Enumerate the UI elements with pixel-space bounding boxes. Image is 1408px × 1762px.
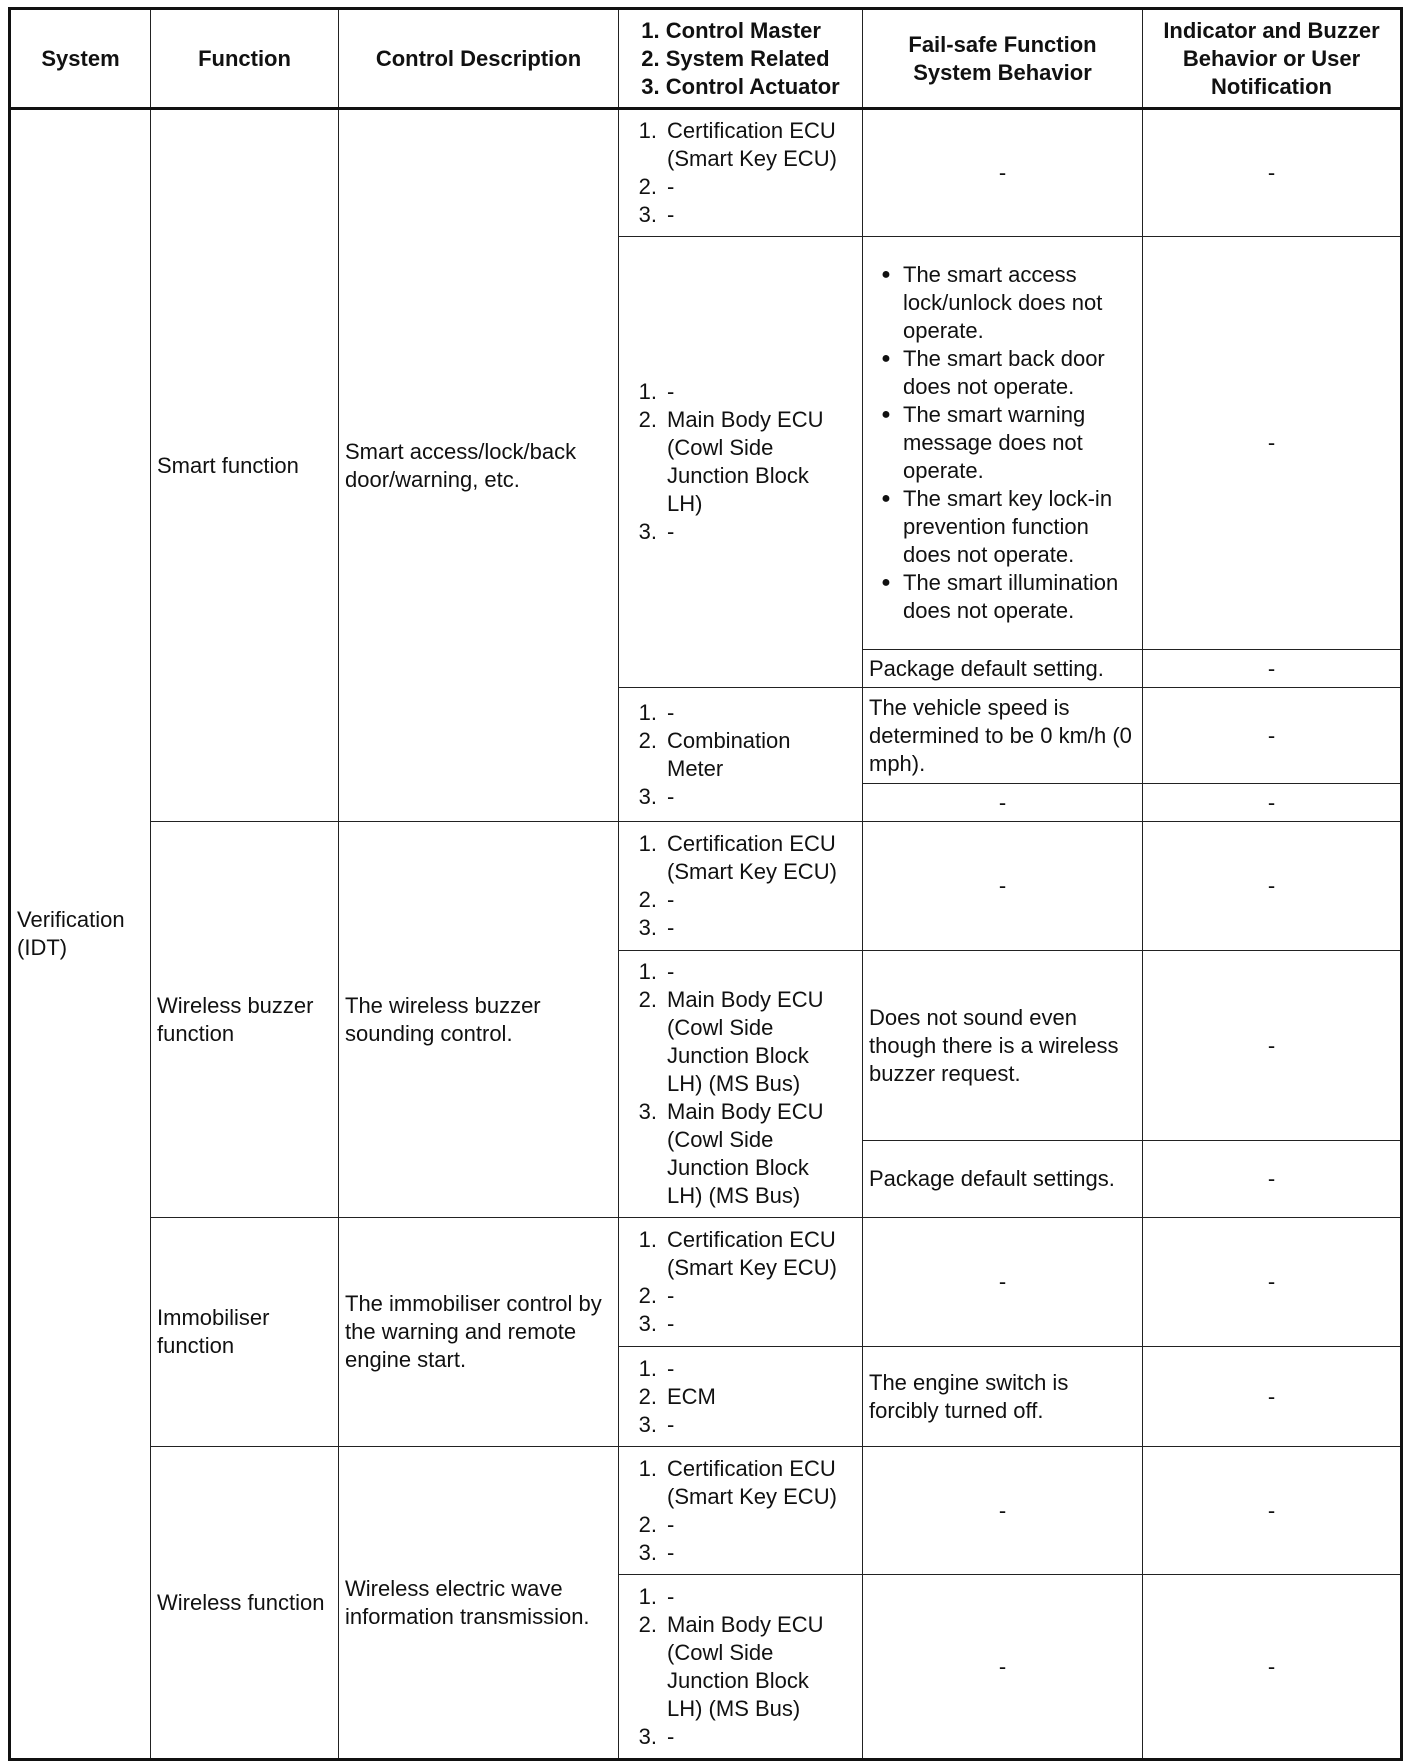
control-master: Certification ECU (Smart Key ECU): [667, 1455, 837, 1509]
item-number: 1.: [638, 1583, 657, 1609]
item-number: 2.: [638, 1611, 657, 1637]
control-actuator: -: [667, 783, 675, 809]
system-related: -: [667, 1283, 675, 1308]
item-number: 2.: [638, 174, 657, 199]
failsafe-cell: -: [863, 784, 1143, 822]
bullet-icon: ●: [881, 574, 891, 591]
header-indicator-line: Indicator and Buzzer: [1163, 17, 1380, 43]
failsafe-cell: Does not sound even though there is a wireless buzzer request.: [863, 951, 1143, 1141]
control-cell: [619, 237, 863, 688]
failsafe-cell: Package default settings.: [863, 1141, 1143, 1218]
item-number: 1.: [638, 959, 657, 984]
control-actuator: -: [667, 915, 675, 940]
indicator-cell: -: [1143, 237, 1402, 650]
header-failsafe-line: Fail-safe Function: [908, 31, 1097, 57]
table-row: [10, 1218, 1402, 1347]
system-related: Combination Meter: [667, 727, 791, 781]
system-cell: Verification (IDT): [10, 109, 151, 1760]
control-cell: [619, 688, 863, 822]
item-number: 3.: [638, 783, 657, 809]
header-system: System: [10, 9, 151, 109]
bullet-icon: ●: [881, 266, 891, 283]
bullet-icon: ●: [881, 490, 891, 507]
header-row: [10, 9, 1402, 109]
control-actuator: -: [667, 1311, 675, 1336]
control-cell: [619, 1447, 863, 1575]
item-number: 3.: [638, 202, 657, 227]
indicator-cell: -: [1143, 1447, 1402, 1575]
system-related: Main Body ECU (Cowl Side Junction Block LH): [667, 407, 824, 516]
item-number: 2.: [638, 727, 657, 753]
indicator-cell: -: [1143, 1575, 1402, 1760]
indicator-cell: -: [1143, 1141, 1402, 1218]
failsafe-cell: [863, 237, 1143, 650]
system-related: -: [667, 1511, 675, 1537]
indicator-cell: -: [1143, 822, 1402, 951]
item-number: 3.: [638, 519, 657, 544]
control-cell: [619, 1218, 863, 1347]
control-master: -: [667, 1355, 675, 1381]
failsafe-cell: The engine switch is forcibly turned off.: [863, 1347, 1143, 1447]
system-related: Main Body ECU (Cowl Side Junction Block LH) (MS Bus): [667, 1611, 824, 1721]
control-cell: [619, 951, 863, 1218]
item-number: 1.: [638, 699, 657, 725]
item-number: 3.: [638, 1311, 657, 1336]
header-control-description: Control Description: [339, 9, 619, 109]
failsafe-cell: The vehicle speed is determined to be 0 km/h (0 mph).: [863, 688, 1143, 784]
indicator-cell: -: [1143, 1218, 1402, 1347]
control-master: -: [667, 959, 675, 984]
header-control-line: 2. System Related: [641, 45, 830, 71]
control-cell: [619, 109, 863, 237]
failsafe-cell: Package default setting.: [863, 650, 1143, 688]
control-cell: [619, 822, 863, 951]
bullet-icon: ●: [881, 350, 891, 367]
item-number: 2.: [638, 1283, 657, 1308]
failsafe-bullet: The smart back door does not operate.: [903, 346, 1105, 399]
header-indicator-line: Behavior or User: [1182, 45, 1361, 71]
function-cell: Wireless buzzer function: [151, 822, 339, 1218]
failsafe-bullet: The smart illumination does not operate.: [903, 570, 1119, 623]
indicator-cell: -: [1143, 109, 1402, 237]
failsafe-bullet: The smart key lock-in prevention function does not operate.: [903, 486, 1113, 567]
indicator-cell: -: [1143, 650, 1402, 688]
control-master: Certification ECU (Smart Key ECU): [667, 1227, 837, 1280]
system-related: -: [667, 887, 675, 912]
function-cell: Immobiliser function: [151, 1218, 339, 1447]
failsafe-cell: -: [863, 1218, 1143, 1347]
item-number: 1.: [638, 1355, 657, 1381]
control-master: -: [667, 379, 675, 404]
item-number: 2.: [638, 987, 657, 1012]
function-cell: Smart function: [151, 109, 339, 822]
indicator-cell: -: [1143, 784, 1402, 822]
description-cell: Wireless electric wave information transmission.: [339, 1447, 619, 1760]
item-number: 2.: [638, 1383, 657, 1409]
control-master: -: [667, 1583, 675, 1609]
header-failsafe: [863, 9, 1143, 109]
item-number: 1.: [638, 1455, 657, 1481]
failsafe-cell: -: [863, 1447, 1143, 1575]
table-row: [10, 109, 1402, 237]
control-master: Certification ECU (Smart Key ECU): [667, 831, 837, 884]
control-cell: [619, 1575, 863, 1760]
table-wrapper: [8, 7, 1400, 1755]
item-number: 3.: [638, 1411, 657, 1437]
header-indicator: [1143, 9, 1402, 109]
control-master: Certification ECU (Smart Key ECU): [667, 118, 837, 171]
item-number: 1.: [638, 1227, 657, 1252]
indicator-cell: -: [1143, 951, 1402, 1141]
control-actuator: -: [667, 202, 675, 227]
failsafe-cell: -: [863, 109, 1143, 237]
system-related: ECM: [667, 1383, 716, 1409]
failsafe-cell: -: [863, 1575, 1143, 1760]
header-control-line: 1. Control Master: [641, 17, 821, 43]
description-cell: The wireless buzzer sounding control.: [339, 822, 619, 1218]
header-control-line: 3. Control Actuator: [641, 73, 840, 99]
item-number: 2.: [638, 887, 657, 912]
header-function: Function: [151, 9, 339, 109]
description-cell: The immobiliser control by the warning and remote engine start.: [339, 1218, 619, 1447]
control-actuator: -: [667, 519, 675, 544]
item-number: 2.: [638, 407, 657, 432]
table-row: [10, 822, 1402, 951]
indicator-cell: -: [1143, 688, 1402, 784]
bullet-icon: ●: [881, 406, 891, 423]
item-number: 3.: [638, 1099, 657, 1124]
system-related: Main Body ECU (Cowl Side Junction Block LH) (MS Bus): [667, 987, 824, 1096]
control-actuator: Main Body ECU (Cowl Side Junction Block LH) (MS Bus): [667, 1099, 824, 1208]
control-actuator: -: [667, 1723, 675, 1749]
system-related: -: [667, 174, 675, 199]
table-row: [10, 1447, 1402, 1575]
item-number: 1.: [638, 831, 657, 856]
header-indicator-line: Notification: [1211, 73, 1332, 99]
failsafe-cell: -: [863, 822, 1143, 951]
control-master: -: [667, 699, 675, 725]
item-number: 3.: [638, 915, 657, 940]
item-number: 3.: [638, 1723, 657, 1749]
item-number: 1.: [638, 118, 657, 143]
control-cell: [619, 1347, 863, 1447]
control-actuator: -: [667, 1411, 675, 1437]
header-control: [619, 9, 863, 109]
failsafe-bullet: The smart warning message does not operate.: [903, 402, 1086, 483]
indicator-cell: -: [1143, 1347, 1402, 1447]
header-failsafe-line: System Behavior: [913, 59, 1092, 85]
failsafe-bullet: The smart access lock/unlock does not operate.: [903, 262, 1103, 343]
item-number: 1.: [638, 379, 657, 404]
description-cell: Smart access/lock/back door/warning, etc.: [339, 109, 619, 822]
item-number: 2.: [638, 1511, 657, 1537]
item-number: 3.: [638, 1539, 657, 1565]
control-actuator: -: [667, 1539, 675, 1565]
function-cell: Wireless function: [151, 1447, 339, 1760]
fail-safe-table: [8, 7, 1403, 1761]
